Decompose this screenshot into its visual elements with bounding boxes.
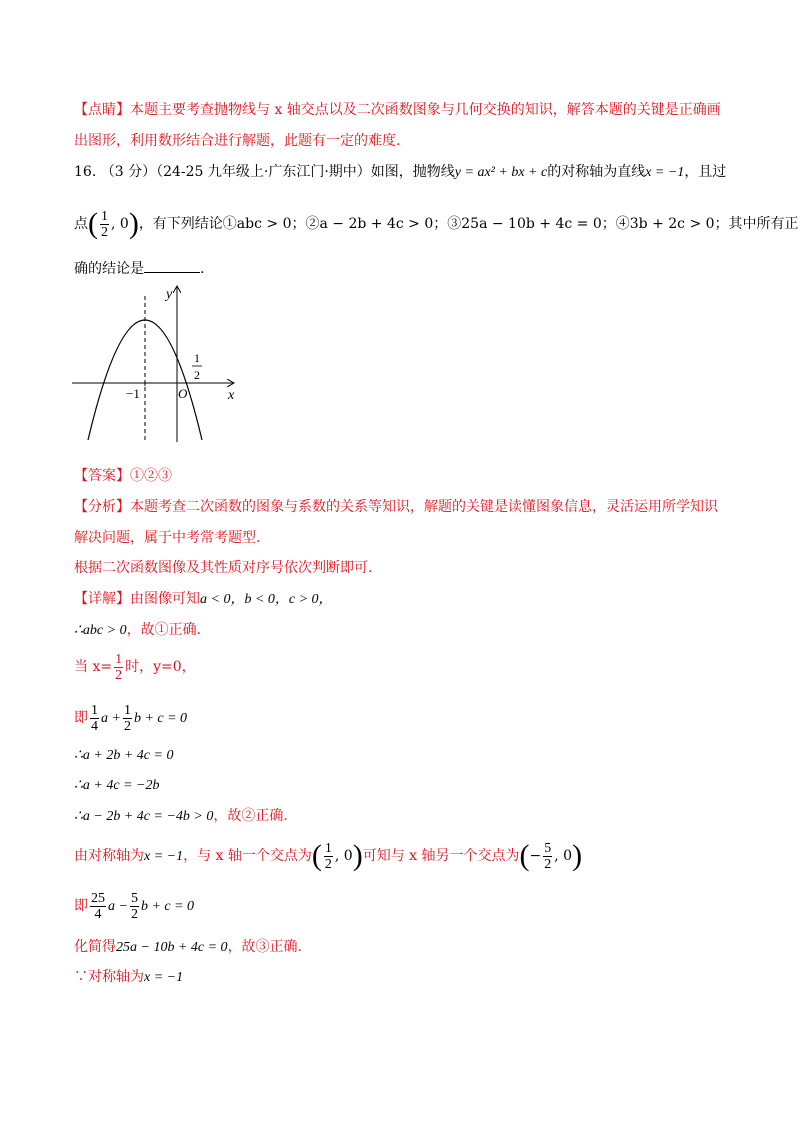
detail-abc: ∴abc > 0 (74, 623, 127, 638)
detail-tag: 【详解】 (74, 591, 130, 607)
dianjing-text-1: 本题主要考查抛物线与 x 轴交点以及二次函数图象与几何交换的知识，解答本题的关键是正确画 (130, 102, 721, 118)
y-axis-label: y (166, 287, 173, 302)
detail-conclusion-2: ，故②正确. (213, 808, 288, 824)
analysis-tag: 【分析】 (74, 499, 130, 515)
question-intro: 如图，抛物线 (370, 164, 455, 180)
detail-l8-c: 可知与 x 轴另一个交点为 (362, 848, 520, 864)
question-number: 16. (74, 164, 97, 180)
detail-ji-2: 即 (74, 898, 88, 914)
detail-l4-mid: a + (101, 711, 121, 726)
axis-text: 的对称轴为直线 (547, 164, 646, 180)
detail-line-1 (74, 589, 333, 610)
detail-line-2 (74, 620, 201, 641)
neg-one-label: −1 (126, 386, 140, 401)
question-points: （3 分） (100, 164, 157, 180)
analysis-line-2 (74, 528, 260, 548)
detail-line-4 (74, 702, 187, 735)
detail-l9-tail: b + c = 0 (140, 899, 195, 914)
question-line-2: 点( $\frac{1}{2}$ , 0)，有下列结论①abc > 0；②a − 2b + 4c > 0；③25a − 10b + 4c = 0；④3b + 2c > 0；其中所有正 (74, 207, 799, 240)
detail-eq-6: ∴a + 4c = −2b (74, 778, 160, 793)
detail-eq-7: ∴a − 2b + 4c = −4b > 0 (74, 809, 214, 824)
detail-line-5 (74, 746, 173, 766)
detail-line-6 (74, 776, 159, 796)
detail-quarter-fraction: $\frac{1}{4}$ (91, 702, 98, 734)
point-fraction: $\frac{1}{2}$ (101, 208, 108, 240)
question-line3-text: 确的结论是 (74, 261, 144, 277)
detail-l8-zero2: , 0 (554, 848, 573, 864)
point-prefix: 点 (74, 216, 88, 232)
analysis-text-3: 根据二次函数图像及其性质对序号依次判断即可. (74, 560, 373, 576)
detail-line-9 (74, 890, 194, 923)
dianjing-line-2 (74, 131, 400, 151)
detail-l10-a: 化简得 (74, 939, 116, 955)
detail-intro: 由图像可知 (130, 591, 200, 607)
point-tail: , 0 (111, 216, 129, 232)
question-source: （24-25 九年级上·广东江门·期中） (156, 164, 371, 180)
x-axis-label: x (228, 388, 235, 403)
detail-conclusion-1: ，故①正确. (126, 622, 202, 638)
detail-l8-eq: x = −1 (144, 849, 184, 864)
detail-line-8: 由对称轴为x = −1，与 x 轴一个交点为( $\frac{1}{2}$ , 0)可知与 x 轴另一个交点为(− $\frac{5}{2}$ , 0) (74, 839, 583, 872)
detail-ji-1: 即 (74, 710, 88, 726)
analysis-line-1 (74, 497, 718, 517)
origin-label: O (178, 386, 188, 401)
analysis-line-3 (74, 558, 372, 578)
half-label-num: 1 (194, 351, 200, 365)
detail-l11-a: ∵对称轴为 (74, 969, 144, 985)
detail-signs: a < 0，b < 0，c > 0， (200, 592, 333, 607)
detail-l8-a: 由对称轴为 (74, 848, 144, 864)
dianjing-text-2: 出图形，利用数形结合进行解题，此题有一定的难度. (74, 133, 401, 149)
axis-equation: x = −1 (645, 165, 685, 180)
detail-l9-mid: a − (108, 899, 128, 914)
dianjing-tag: 【点睛】 (74, 102, 130, 118)
detail-half-fraction: $\frac{1}{2}$ (115, 651, 123, 683)
detail-line-7 (74, 806, 288, 827)
detail-half-fraction-2: $\frac{1}{2}$ (123, 702, 131, 734)
detail-l9-frac1: $\frac{25}{4}$ (91, 890, 105, 922)
question-line-3 (74, 259, 204, 279)
detail-line-10 (74, 937, 302, 958)
detail-l9-frac2: $\frac{5}{2}$ (130, 890, 138, 922)
detail-l8-b: ，与 x 轴一个交点为 (183, 848, 312, 864)
parabola-figure (68, 282, 248, 444)
answer-blank (144, 260, 200, 273)
half-label-den: 2 (194, 368, 200, 382)
detail-y-zero: 时，y=0， (125, 659, 196, 675)
detail-l8-frac1: $\frac{1}{2}$ (324, 840, 332, 872)
answer-value: ①②③ (130, 468, 172, 484)
detail-eq-5: ∴a + 2b + 4c = 0 (74, 748, 174, 763)
detail-line-3 (74, 651, 196, 683)
question-line-1 (74, 162, 726, 183)
conclusions-text: ，有下列结论①abc > 0；②a − 2b + 4c > 0；③25a − 10b + 4c = 0；④3b + 2c > 0；其中所有正 (138, 216, 799, 232)
dianjing-line-1 (74, 100, 721, 120)
analysis-text-2: 解决问题，属于中考常考题型. (74, 530, 261, 546)
answer-line (74, 466, 172, 486)
detail-l8-frac2: $\frac{5}{2}$ (544, 840, 552, 872)
parabola-equation: y = ax² + bx + c (454, 165, 548, 180)
detail-l10-eq: 25a − 10b + 4c = 0 (116, 940, 228, 955)
question-period: . (200, 261, 205, 277)
detail-l8-minus: − (529, 848, 542, 864)
answer-tag: 【答案】 (74, 468, 130, 484)
detail-l8-zero1: , 0 (334, 848, 353, 864)
detail-conclusion-3: ，故③正确. (227, 939, 303, 955)
question-tail: ，且过 (684, 164, 727, 180)
detail-when-x: 当 x= (74, 659, 113, 675)
detail-l4-tail: b + c = 0 (133, 711, 188, 726)
analysis-text-1: 本题考查二次函数的图象与系数的关系等知识，解题的关键是读懂图象信息，灵活运用所学知识 (130, 499, 718, 515)
detail-line-11 (74, 967, 183, 988)
detail-l11-eq: x = −1 (144, 970, 184, 985)
